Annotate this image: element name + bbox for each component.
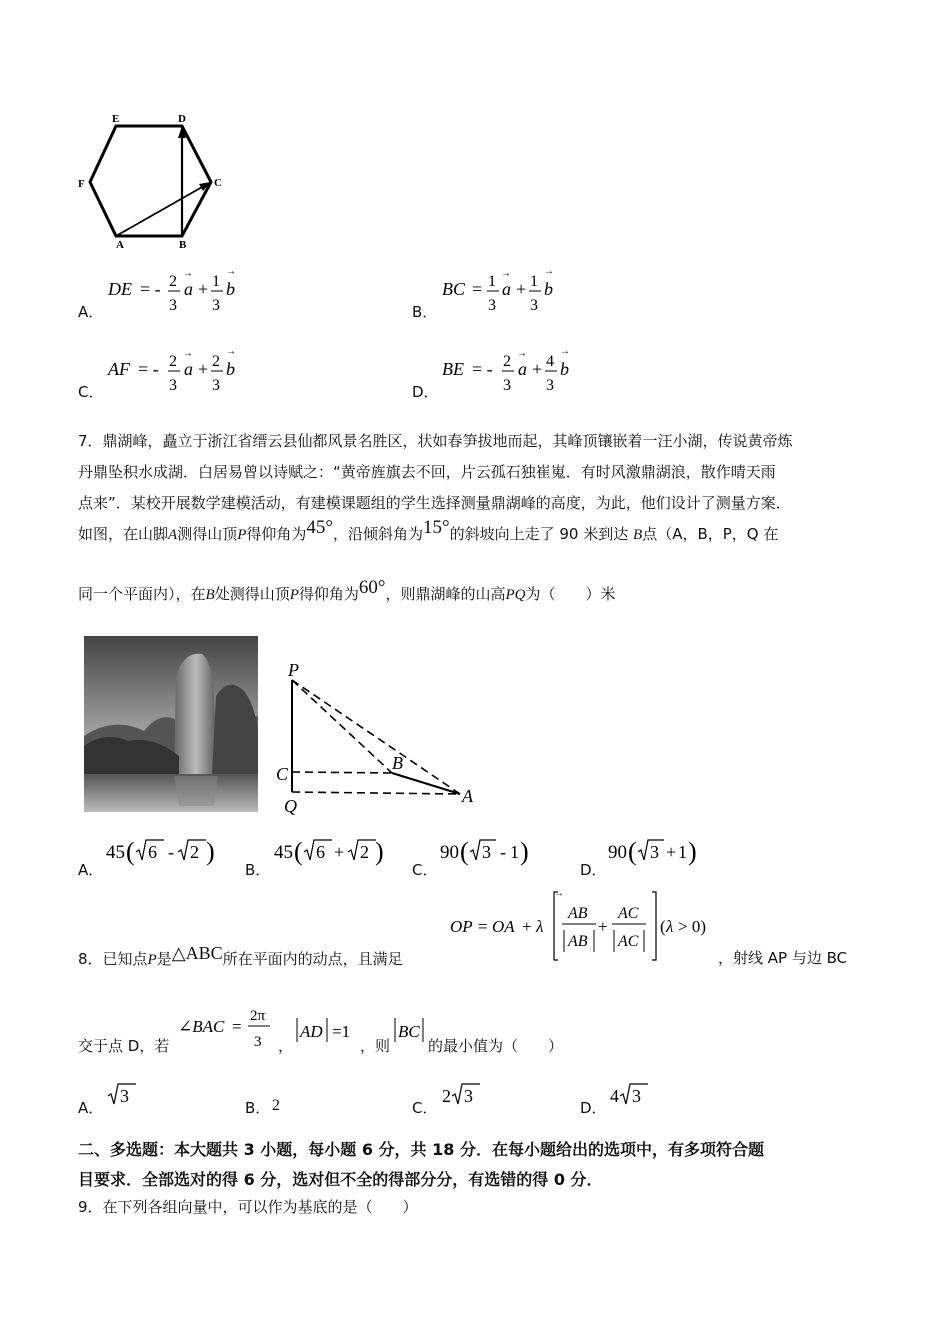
q8-option-d-value <box>608 1080 658 1110</box>
svg-text:90: 90 <box>440 842 459 863</box>
q8-condition-formula <box>446 884 726 968</box>
svg-text:=1: =1 <box>332 1022 351 1041</box>
svg-text:3: 3 <box>120 1086 129 1106</box>
svg-text:+: + <box>198 279 209 299</box>
svg-text:OP: OP <box>450 917 473 936</box>
svg-text:2: 2 <box>503 353 511 370</box>
svg-text:+: + <box>334 842 345 862</box>
q8-option-b-value: 2 <box>272 1097 280 1114</box>
svg-text:→: → <box>517 348 527 359</box>
q6-option-a-formula <box>104 262 254 318</box>
section2-heading-line1: 二、多选题：本大题共 3 小题，每小题 6 分，共 18 分．在每小题给出的选项中，有多项符合题 <box>78 1140 764 1159</box>
svg-text:): ) <box>688 837 697 866</box>
svg-text:a: a <box>518 359 527 379</box>
q6-option-b-letter: B． <box>412 303 438 321</box>
svg-text:BC: BC <box>398 1022 420 1041</box>
svg-text:AC: AC <box>618 905 639 922</box>
svg-text:= -: = - <box>138 359 159 379</box>
svg-text:→: → <box>554 888 564 899</box>
hexagon-figure <box>76 112 236 252</box>
svg-text:=: = <box>232 1017 242 1036</box>
svg-text:b: b <box>226 359 235 379</box>
q7-option-a-value <box>104 832 224 868</box>
svg-text:> 0): > 0) <box>678 917 706 936</box>
q9-text: 9．在下列各组向量中，可以作为基底的是（ ） <box>78 1198 418 1216</box>
svg-text:3: 3 <box>650 842 659 862</box>
q6-option-d-formula <box>438 342 588 398</box>
q8-option-b-letter: B． <box>245 1099 271 1117</box>
q6-option-a-letter: A． <box>78 303 104 321</box>
svg-text:AB: AB <box>568 905 588 922</box>
triangle-abc: △ABC <box>171 943 223 963</box>
svg-text:3: 3 <box>212 297 220 314</box>
q8-ad-condition <box>294 1016 364 1046</box>
svg-text:3: 3 <box>482 842 491 862</box>
svg-text:3: 3 <box>254 1034 262 1050</box>
q7-option-c-letter: C． <box>412 861 438 879</box>
svg-text:6: 6 <box>316 842 325 862</box>
svg-text:2π: 2π <box>250 1008 266 1024</box>
svg-text:4: 4 <box>610 1086 619 1106</box>
svg-text:+: + <box>532 359 543 379</box>
svg-text:→: → <box>501 268 511 279</box>
hex-label-a: A <box>116 239 124 251</box>
svg-text:(: ( <box>294 837 303 866</box>
hex-label-f: F <box>78 178 85 190</box>
svg-text:b: b <box>544 279 553 299</box>
svg-text:3: 3 <box>464 1086 473 1106</box>
svg-text:1: 1 <box>510 842 519 862</box>
q6-option-d-letter: D． <box>412 383 439 401</box>
q8-text-line2b: ， <box>278 1037 294 1055</box>
svg-text:3: 3 <box>169 297 177 314</box>
geo-label-b: B <box>392 753 403 773</box>
svg-text:a: a <box>184 359 193 379</box>
q8-option-a-value <box>106 1080 146 1110</box>
svg-text:+: + <box>598 917 608 936</box>
svg-text:1: 1 <box>488 273 496 290</box>
svg-text:(: ( <box>460 837 469 866</box>
svg-text:b: b <box>226 279 235 299</box>
q8-option-d-letter: D． <box>580 1099 607 1117</box>
q8-option-a-letter: A． <box>78 1099 104 1117</box>
svg-text:AB: AB <box>568 933 588 950</box>
svg-text:1: 1 <box>530 273 538 290</box>
svg-text:∠BAC: ∠BAC <box>178 1017 225 1036</box>
svg-text:-: - <box>168 842 174 862</box>
hex-label-d: D <box>178 113 186 125</box>
svg-text:3: 3 <box>632 1086 641 1106</box>
svg-text:2: 2 <box>212 353 220 370</box>
svg-text:3: 3 <box>530 297 538 314</box>
q8-option-c-value <box>440 1080 490 1110</box>
svg-text:90: 90 <box>608 842 627 863</box>
svg-text:(: ( <box>628 837 637 866</box>
q7-option-a-letter: A． <box>78 861 104 879</box>
svg-text:45: 45 <box>106 842 125 863</box>
geo-label-c: C <box>276 764 289 784</box>
svg-text:3: 3 <box>488 297 496 314</box>
q7-option-d-value <box>606 832 706 868</box>
q7-text-line5: 同一个平面内），在B处测得山顶P得仰角为60°，则鼎湖峰的山高PQ为（ ）米 <box>78 577 616 603</box>
svg-text:BE: BE <box>442 359 464 379</box>
svg-text:OA: OA <box>492 917 515 936</box>
q8-text-line2a: 交于点 D，若 <box>78 1037 170 1055</box>
svg-text:45: 45 <box>274 842 293 863</box>
svg-text:2: 2 <box>442 1086 451 1106</box>
q7-text-line3: 点来”．某校开展数学建模活动，有建模课题组的学生选择测量鼎湖峰的高度，为此，他们设计了测量方案． <box>78 494 791 512</box>
svg-text:+: + <box>198 359 209 379</box>
q7-option-d-letter: D． <box>580 861 607 879</box>
hex-label-e: E <box>112 113 120 125</box>
svg-text:1: 1 <box>212 273 220 290</box>
geo-label-q: Q <box>284 796 297 816</box>
svg-text:3: 3 <box>546 377 554 394</box>
svg-text:2: 2 <box>169 273 177 290</box>
svg-text:λ: λ <box>666 917 674 936</box>
q8-text-line1: 8．已知点P是△ABC所在平面内的动点，且满足 <box>78 943 403 968</box>
svg-text:+: + <box>516 279 527 299</box>
q7-geometry-figure <box>270 656 490 816</box>
svg-text:λ: λ <box>536 917 544 936</box>
svg-text:): ) <box>520 837 529 866</box>
svg-text:): ) <box>375 837 384 866</box>
q6-option-c-letter: C． <box>78 383 104 401</box>
svg-text:= -: = - <box>140 279 161 299</box>
svg-text:=: = <box>478 917 488 936</box>
angle-15: 15° <box>423 517 450 538</box>
q8-text-line2d: 的最小值为（ ） <box>428 1037 564 1055</box>
svg-text:3: 3 <box>503 377 511 394</box>
mountain-photo <box>84 636 258 812</box>
svg-text:a: a <box>184 279 193 299</box>
svg-text:2: 2 <box>190 842 199 862</box>
section2-heading-line2: 目要求．全部选对的得 6 分，选对但不全的得部分分，有选错的得 0 分． <box>78 1170 603 1189</box>
angle-60: 60° <box>358 577 386 598</box>
q8-text-line1-end: ，射线 AP 与边 BC <box>718 949 848 967</box>
geo-label-p: P <box>288 660 299 680</box>
svg-text:→: → <box>226 346 236 357</box>
svg-text:AD: AD <box>300 1022 323 1041</box>
svg-text:2: 2 <box>169 353 177 370</box>
svg-text:+: + <box>666 842 677 862</box>
svg-text:6: 6 <box>148 842 157 862</box>
svg-text:b: b <box>560 359 569 379</box>
angle-45: 45° <box>306 517 333 538</box>
svg-text:3: 3 <box>212 377 220 394</box>
q8-option-c-letter: C． <box>412 1099 438 1117</box>
svg-text:3: 3 <box>169 377 177 394</box>
svg-text:-: - <box>500 842 506 862</box>
svg-text:(: ( <box>660 917 666 936</box>
q7-text-line2: 丹鼎坠积水成湖．白居易曾以诗赋之：“黄帝旌旗去不回，片云孤石独崔嵬．有时风激鼎湖浪，散作晴天雨 <box>78 463 776 481</box>
q7-option-b-letter: B． <box>245 861 271 879</box>
svg-text:a: a <box>502 279 511 299</box>
q6-option-b-formula <box>438 262 588 318</box>
svg-text:→: → <box>226 266 236 277</box>
q7-option-c-value <box>438 832 538 868</box>
svg-text:1: 1 <box>678 842 687 862</box>
q8-text-line2c: ，则 <box>360 1037 391 1055</box>
q8-angle-condition <box>176 1002 276 1054</box>
svg-text:2: 2 <box>360 842 369 862</box>
svg-text:): ) <box>206 837 215 866</box>
svg-text:(: ( <box>126 837 135 866</box>
geo-label-a: A <box>462 786 473 806</box>
svg-text:→: → <box>544 266 554 277</box>
svg-text:=: = <box>472 279 483 299</box>
svg-text:+: + <box>522 917 532 936</box>
svg-text:= -: = - <box>472 359 493 379</box>
svg-text:→: → <box>560 346 570 357</box>
svg-text:AF: AF <box>108 359 130 379</box>
svg-text:→: → <box>183 348 193 359</box>
hex-label-c: C <box>214 177 222 189</box>
svg-text:AC: AC <box>618 933 639 950</box>
hex-label-b: B <box>179 239 187 251</box>
q6-option-c-formula <box>104 342 254 398</box>
q7-option-b-value <box>272 832 392 868</box>
svg-text:BC: BC <box>442 279 466 299</box>
q8-bc-expression <box>392 1016 432 1046</box>
q7-text-line4: 如图，在山脚A测得山顶P得仰角为45°，沿倾斜角为15°的斜坡向上走了 90 米到达 B点（A，B，P，Q 在 <box>78 517 779 543</box>
q7-text-line1: 7．鼎湖峰，矗立于浙江省缙云县仙都风景名胜区，状如春笋拔地而起，其峰顶镶嵌着一汪小湖，传说黄帝炼 <box>78 432 793 450</box>
svg-text:4: 4 <box>546 353 554 370</box>
svg-text:→: → <box>183 268 193 279</box>
svg-text:DE: DE <box>108 279 132 299</box>
